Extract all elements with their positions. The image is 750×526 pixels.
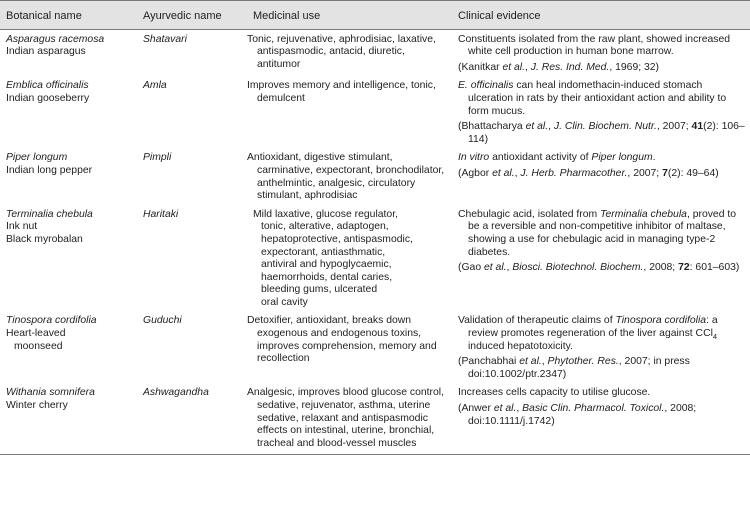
- latin-name: Piper longum: [6, 152, 68, 164]
- botanical-cell: [0, 205, 137, 312]
- table-row: [0, 76, 750, 148]
- header-botanical-name: Botanical name: [0, 1, 137, 30]
- evidence-text: Constituents isolated from the raw plant, showed increased white cell production in human bone marrow.: [458, 33, 731, 58]
- medicinal-use: Analgesic, improves blood glucose control, sedative, rejuvenator, asthma, uterine sedative, relaxant and antispasmodic effects on intestinal, uterine, bronchial, tracheal and blood-vessel muscles: [247, 383, 452, 454]
- medicinal-use: Detoxifier, antioxidant, breaks down exogenous and endogenous toxins, improves comprehension, memory and recollection: [247, 315, 437, 365]
- common-name: moonseed: [14, 340, 63, 352]
- header-medicinal-use: Medicinal use: [247, 1, 452, 30]
- ayurvedic-name: Pimpli: [143, 152, 172, 164]
- latin-name: Emblica officinalis: [6, 80, 89, 92]
- ayurvedic-name: Guduchi: [143, 315, 182, 327]
- reference: (Gao et al., Biosci. Biotechnol. Biochem., 2008; 72: 601–603): [458, 262, 740, 274]
- table-row: [0, 311, 750, 383]
- common-name: Indian asparagus: [6, 46, 86, 58]
- reference: (Bhattacharya et al., J. Clin. Biochem. Nutr., 2007; 41(2): 106–114): [458, 121, 745, 145]
- ayurvedic-name: Amla: [143, 80, 167, 92]
- common-name: Ink nut: [6, 221, 38, 233]
- evidence-text: Validation of therapeutic claims of Tinospora cordifolia: a review promotes regeneration of the liver against CCl$_4$ induced hepatotoxicity.: [458, 315, 718, 352]
- ayurvedic-name: Haritaki: [143, 208, 179, 220]
- medicinal-use: Antioxidant, digestive stimulant, carminative, expectorant, bronchodilator, anthelmintic, analgesic, circulatory stimulant, aphrodisiac: [247, 152, 445, 202]
- botanical-cell: [0, 76, 137, 148]
- evidence-cell: [452, 148, 750, 204]
- medicinal-use: Mild laxative, glucose regulator, tonic, alterative, adaptogen, hepatoprotective, antispasmodic, expectorant, antiasthmatic, antiviral and hypoglycaemic, haemorrhoids, dental caries, bleeding gums, ulcerated oral cavity: [253, 208, 413, 308]
- botanical-cell: [0, 311, 137, 383]
- botanical-cell: [0, 29, 137, 76]
- evidence-text: Increases cells capacity to utilise glucose.: [458, 387, 651, 399]
- table-header: [0, 1, 750, 30]
- common-name: Indian gooseberry: [6, 92, 90, 104]
- reference: (Anwer et al., Basic Clin. Pharmacol. Toxicol., 2008; doi:10.1111/j.1742): [458, 403, 697, 427]
- table-row: [0, 383, 750, 454]
- reference: (Kanitkar et al., J. Res. Ind. Med., 1969; 32): [458, 61, 660, 73]
- table-row: [0, 29, 750, 76]
- ayurvedic-name: Ashwagandha: [137, 383, 247, 454]
- latin-name: Withania somnifera: [6, 387, 95, 399]
- medicinal-use: Improves memory and intelligence, tonic, demulcent: [247, 80, 436, 104]
- table-row: [0, 205, 750, 312]
- common-name: Black myrobalan: [6, 233, 83, 245]
- evidence-cell: [452, 383, 750, 454]
- evidence-cell: [452, 205, 750, 312]
- evidence-cell: [452, 29, 750, 76]
- evidence-cell: [452, 311, 750, 383]
- botanical-cell: [0, 148, 137, 204]
- evidence-text: Chebulagic acid, isolated from Terminalia chebula, proved to be a reversible and non-competitive inhibitor of maltase, showing a use for chebulagic acid in managing type-2 diabetes.: [458, 208, 737, 258]
- evidence-text: In vitro antioxidant activity of Piper longum.: [458, 152, 656, 164]
- reference: (Panchabhai et al., Phytother. Res., 2007; in press doi:10.1002/ptr.2347): [458, 356, 690, 380]
- ayurvedic-name: Shatavari: [143, 33, 187, 45]
- common-name: Indian long pepper: [6, 164, 93, 176]
- medicinal-use: Tonic, rejuvenative, aphrodisiac, laxative, antispasmodic, antacid, diuretic, antitumor: [247, 33, 436, 70]
- latin-name: Terminalia chebula: [6, 208, 93, 220]
- common-name: Heart-leaved: [6, 328, 66, 340]
- latin-name: Tinospora cordifolia: [6, 315, 97, 327]
- evidence-text: E. officinalis can heal indomethacin-induced stomach ulceration in rats by their antioxidant action and ability to form mucus.: [458, 80, 727, 117]
- botanical-cell: [0, 383, 137, 454]
- header-clinical-evidence: Clinical evidence: [452, 1, 750, 30]
- common-name: Winter cherry: [6, 400, 68, 412]
- latin-name: Asparagus racemosa: [6, 33, 105, 45]
- reference: (Agbor et al., J. Herb. Pharmacother., 2007; 7(2): 49–64): [458, 167, 719, 179]
- evidence-cell: [452, 76, 750, 148]
- header-ayurvedic-name: Ayurvedic name: [137, 1, 247, 30]
- table-row: [0, 148, 750, 204]
